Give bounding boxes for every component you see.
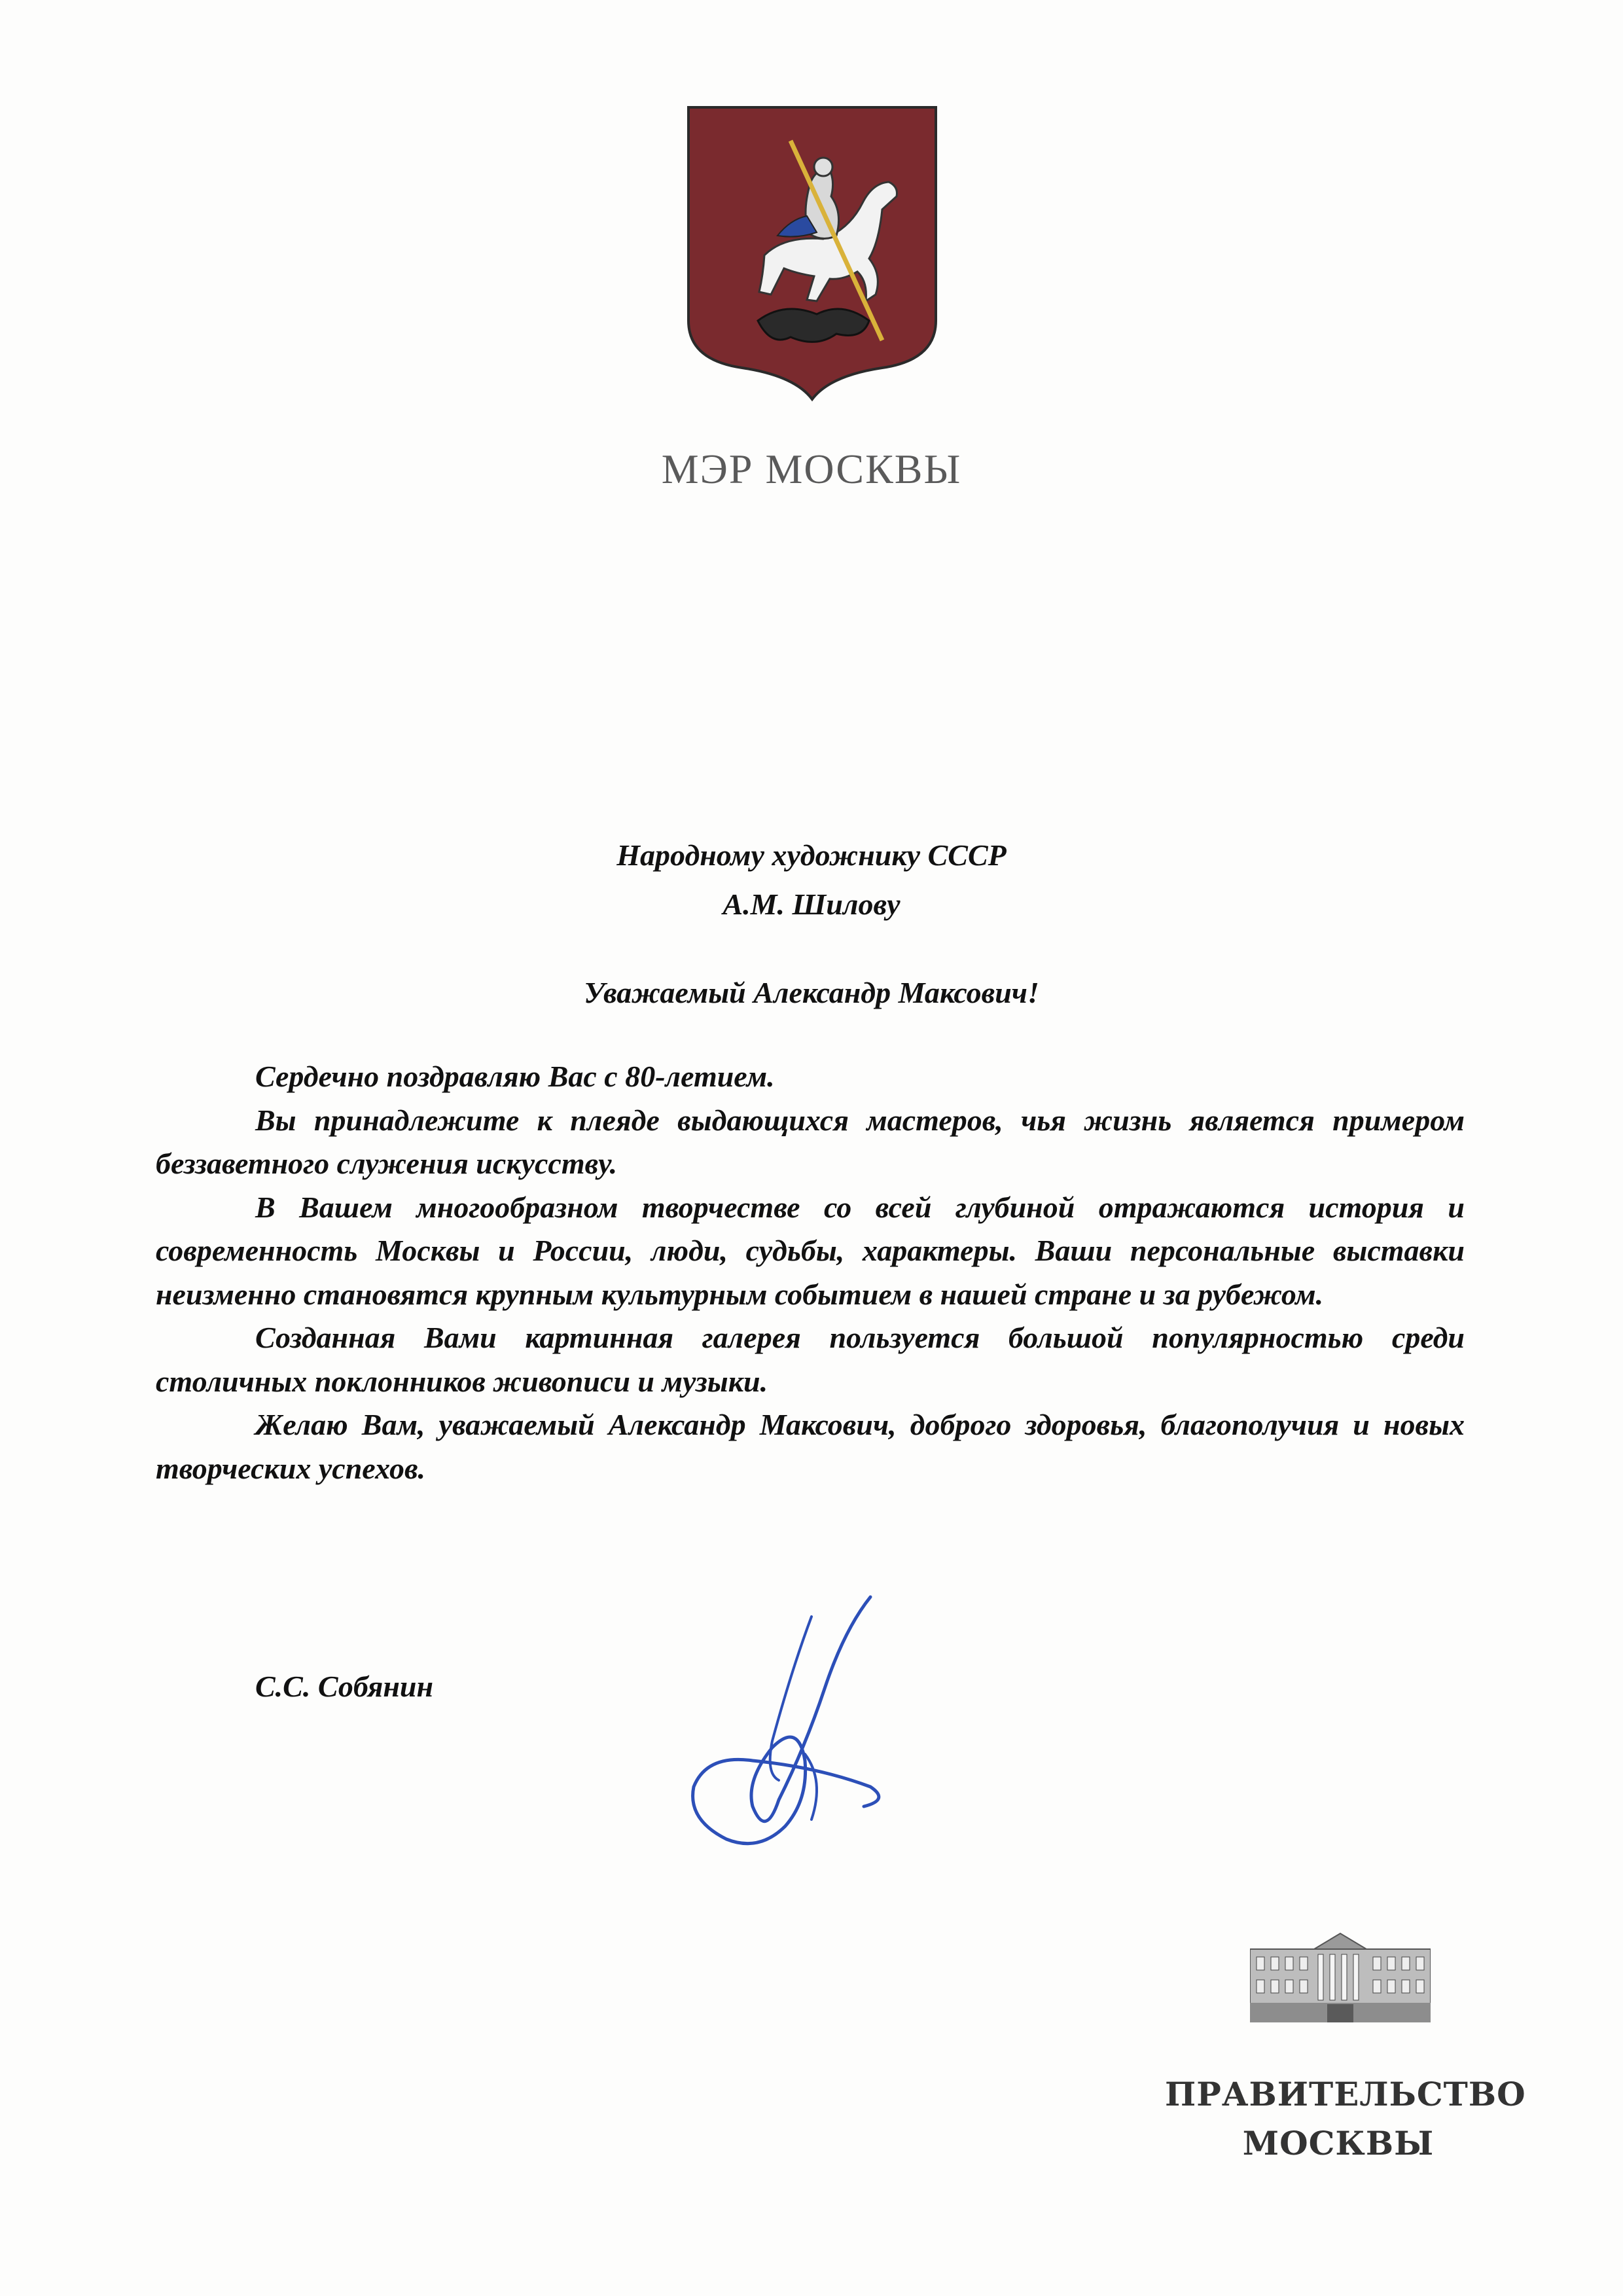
body-paragraph: В Вашем многообразном творчестве со всей глубиной отражаются история и современность Москвы и России, люди, судьбы, характеры. Ваши персональные выставки неизменно становятся крупным культурным событием в нашей стране и за рубежом. xyxy=(156,1190,1465,1311)
salutation: Уважаемый Александр Максович! xyxy=(584,976,1039,1009)
body-paragraph: Сердечно поздравляю Вас с 80-летием. xyxy=(255,1060,775,1093)
footer-city-title: МОСКВЫ xyxy=(1242,2124,1435,2162)
signer-name: С.С. Собянин xyxy=(255,1670,434,1703)
body-paragraph: Желаю Вам, уважаемый Александр Максович, доброго здоровья, благополучия и новых творческих успехов. xyxy=(156,1408,1465,1485)
moscow-coat-of-arms-icon xyxy=(686,105,938,402)
letterhead-title: МЭР МОСКВЫ xyxy=(661,446,962,492)
government-building-icon xyxy=(1250,1931,1431,2022)
body-paragraph: Созданная Вами картинная галерея пользуется большой популярностью среди столичных поклонников живописи и музыки. xyxy=(156,1321,1465,1398)
body-paragraph: Вы принадлежите к плеяде выдающихся мастеров, чья жизнь является примером беззаветного служения искусству. xyxy=(156,1103,1465,1180)
addressee-title: Народному художнику СССР xyxy=(616,838,1007,872)
letter-body xyxy=(156,1055,1465,1490)
handwritten-signature-icon xyxy=(674,1590,890,1878)
footer-government-title: ПРАВИТЕЛЬСТВО xyxy=(1165,2075,1526,2113)
addressee-name: А.М. Шилову xyxy=(722,888,901,921)
